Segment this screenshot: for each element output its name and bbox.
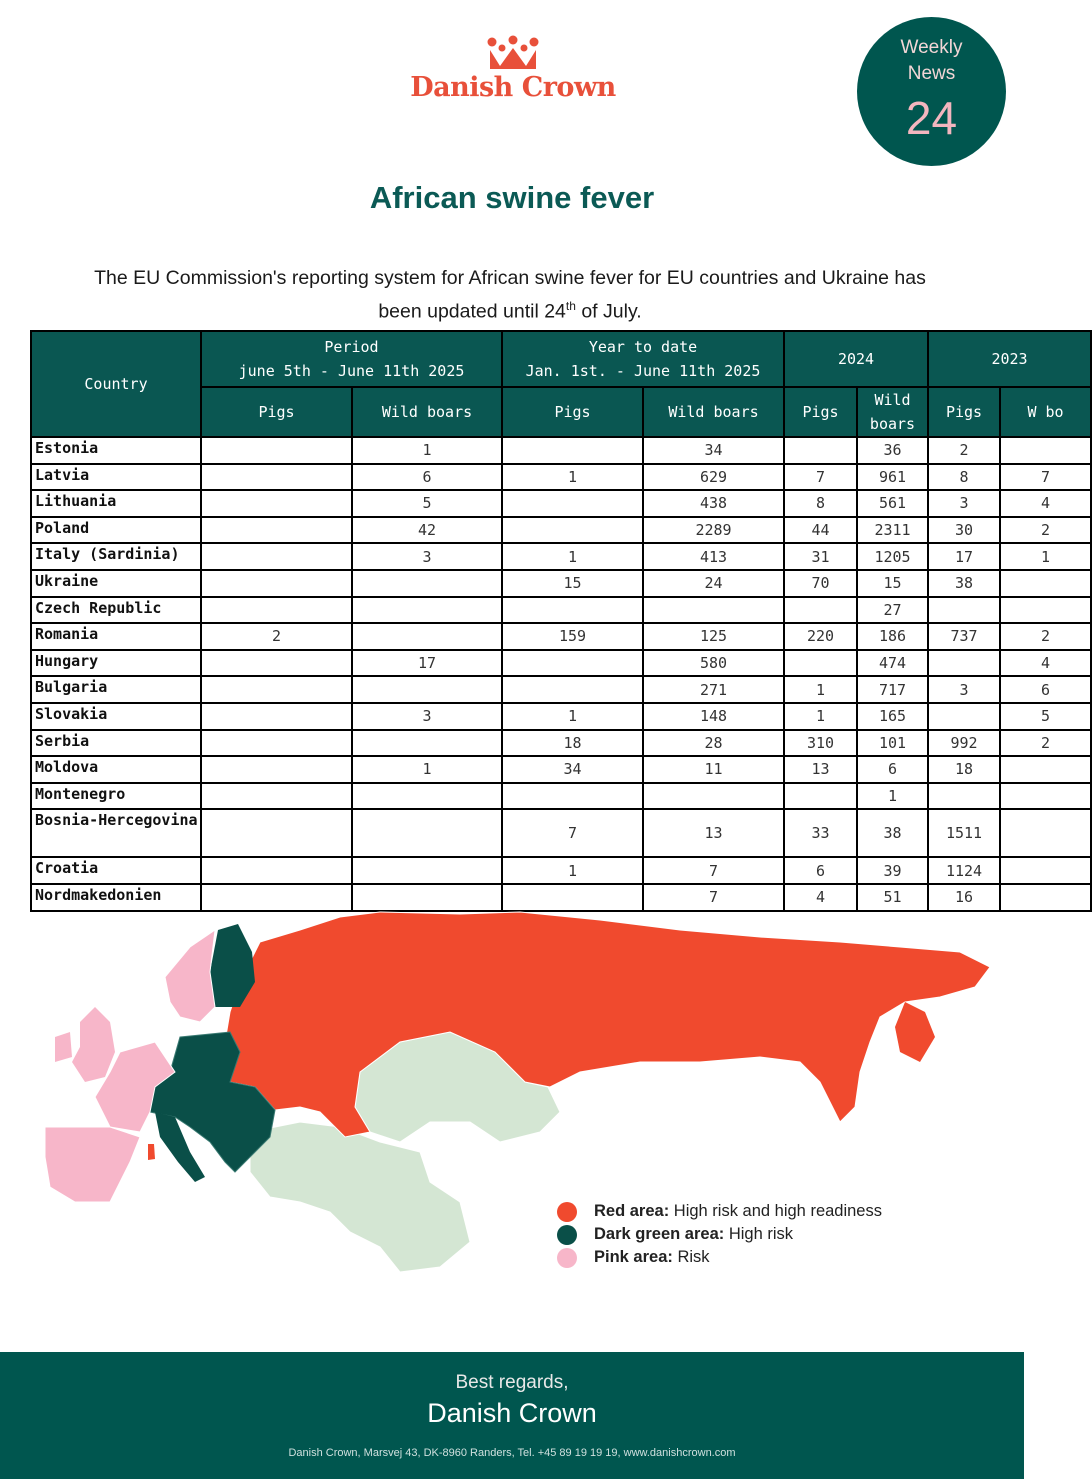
cell-wild-boars-2024: 38 xyxy=(857,809,928,857)
cell-ytd-wild-boars: 148 xyxy=(643,703,784,730)
cell-wild-boars-2024: 36 xyxy=(857,437,928,464)
weekly-news-badge xyxy=(857,17,1006,166)
cell-ytd-pigs xyxy=(502,437,643,464)
cell-pigs-2023: 1124 xyxy=(928,857,1000,884)
cell-country: Croatia xyxy=(31,857,201,884)
cell-pigs-2023: 992 xyxy=(928,730,1000,757)
header-period xyxy=(201,331,502,387)
cell-ytd-wild-boars: 2289 xyxy=(643,517,784,544)
cell-ytd-wild-boars: 271 xyxy=(643,676,784,703)
header-period-range: june 5th - June 11th 2025 xyxy=(238,362,465,380)
cell-ytd-pigs: 18 xyxy=(502,730,643,757)
table-row xyxy=(31,570,1091,597)
cell-country: Latvia xyxy=(31,464,201,491)
cell-ytd-wild-boars: 13 xyxy=(643,809,784,857)
cell-pigs-2024 xyxy=(784,783,857,810)
legend-dot-red xyxy=(557,1202,577,1222)
legend-dot-pink xyxy=(557,1248,577,1268)
cell-period-pigs xyxy=(201,676,352,703)
cell-pigs-2024 xyxy=(784,650,857,677)
table-row xyxy=(31,783,1091,810)
cell-ytd-wild-boars: 629 xyxy=(643,464,784,491)
cell-ytd-pigs xyxy=(502,783,643,810)
header-2024-wild-boars: Wild boars xyxy=(857,387,928,437)
cell-ytd-pigs xyxy=(502,884,643,911)
header-ytd-wild-boars: Wild boars xyxy=(643,387,784,437)
cell-period-wild-boars xyxy=(352,857,502,884)
cell-pigs-2024 xyxy=(784,597,857,624)
footer-greeting: Best regards, xyxy=(455,1372,569,1393)
cell-period-pigs xyxy=(201,490,352,517)
cell-pigs-2024: 4 xyxy=(784,884,857,911)
cell-ytd-pigs: 159 xyxy=(502,623,643,650)
cell-period-wild-boars: 1 xyxy=(352,756,502,783)
table-row xyxy=(31,703,1091,730)
cell-period-wild-boars: 5 xyxy=(352,490,502,517)
map-region-red-sardinia xyxy=(148,1144,155,1160)
cell-period-wild-boars xyxy=(352,730,502,757)
legend-dark-green-label: High risk xyxy=(724,1225,794,1243)
table-row xyxy=(31,676,1091,703)
map-region-pink-uk xyxy=(72,1007,115,1082)
cell-wild-boars-2024: 15 xyxy=(857,570,928,597)
cell-wild-boars-2023: 4 xyxy=(1000,490,1091,517)
table-row xyxy=(31,884,1091,911)
table-row xyxy=(31,543,1091,570)
cell-wild-boars-2023: 5 xyxy=(1000,703,1091,730)
cell-period-wild-boars: 17 xyxy=(352,650,502,677)
crown-icon xyxy=(486,36,540,70)
cell-wild-boars-2023 xyxy=(1000,857,1091,884)
cell-wild-boars-2023 xyxy=(1000,809,1091,857)
cell-pigs-2023: 8 xyxy=(928,464,1000,491)
cell-ytd-pigs xyxy=(502,650,643,677)
cell-wild-boars-2024: 51 xyxy=(857,884,928,911)
cell-country: Moldova xyxy=(31,756,201,783)
header-ytd-range: Jan. 1st. - June 11th 2025 xyxy=(525,362,761,380)
cell-period-pigs xyxy=(201,517,352,544)
cell-country: Montenegro xyxy=(31,783,201,810)
map-region-pink-scandinavia xyxy=(165,930,215,1022)
cell-wild-boars-2024: 561 xyxy=(857,490,928,517)
cell-wild-boars-2024: 1205 xyxy=(857,543,928,570)
cell-ytd-wild-boars: 125 xyxy=(643,623,784,650)
cell-wild-boars-2024: 717 xyxy=(857,676,928,703)
cell-pigs-2024: 31 xyxy=(784,543,857,570)
cell-wild-boars-2023: 2 xyxy=(1000,623,1091,650)
legend-item-red xyxy=(557,1200,882,1223)
brand-name: Danish Crown xyxy=(410,72,616,103)
cell-country: Nordmakedonien xyxy=(31,884,201,911)
cell-period-wild-boars: 42 xyxy=(352,517,502,544)
map-region-pink-ireland xyxy=(55,1032,72,1062)
cell-period-wild-boars xyxy=(352,809,502,857)
cell-ytd-pigs: 15 xyxy=(502,570,643,597)
cell-country: Bulgaria xyxy=(31,676,201,703)
cell-pigs-2023: 2 xyxy=(928,437,1000,464)
table-row xyxy=(31,490,1091,517)
cell-country: Lithuania xyxy=(31,490,201,517)
table-row xyxy=(31,517,1091,544)
cell-ytd-wild-boars: 438 xyxy=(643,490,784,517)
cell-ytd-wild-boars: 28 xyxy=(643,730,784,757)
cell-period-pigs xyxy=(201,730,352,757)
table-row xyxy=(31,756,1091,783)
legend-item-pink xyxy=(557,1246,882,1269)
asf-table xyxy=(30,330,1092,912)
cell-pigs-2024: 1 xyxy=(784,676,857,703)
header-2023-wild-boars: W bo xyxy=(1000,387,1091,437)
cell-wild-boars-2024: 165 xyxy=(857,703,928,730)
cell-period-wild-boars: 3 xyxy=(352,543,502,570)
badge-number: 24 xyxy=(905,92,958,144)
table-row xyxy=(31,730,1091,757)
legend-pink-title: Pink area: xyxy=(594,1248,673,1266)
cell-pigs-2023: 16 xyxy=(928,884,1000,911)
map-legend xyxy=(557,1200,882,1269)
cell-ytd-wild-boars: 34 xyxy=(643,437,784,464)
cell-country: Italy (Sardinia) xyxy=(31,543,201,570)
table-row xyxy=(31,623,1091,650)
cell-country: Hungary xyxy=(31,650,201,677)
cell-country: Poland xyxy=(31,517,201,544)
cell-wild-boars-2024: 6 xyxy=(857,756,928,783)
header-2024: 2024 xyxy=(784,331,928,387)
legend-item-dark-green xyxy=(557,1223,882,1246)
cell-ytd-pigs xyxy=(502,676,643,703)
cell-wild-boars-2024: 1 xyxy=(857,783,928,810)
cell-ytd-pigs: 7 xyxy=(502,809,643,857)
cell-period-pigs xyxy=(201,884,352,911)
cell-pigs-2024 xyxy=(784,437,857,464)
cell-pigs-2024: 70 xyxy=(784,570,857,597)
footer-address: Danish Crown, Marsvej 43, DK-8960 Randers, Tel. +45 89 19 19 19, www.danishcrown.com xyxy=(288,1447,736,1459)
cell-period-wild-boars: 6 xyxy=(352,464,502,491)
cell-country: Estonia xyxy=(31,437,201,464)
cell-pigs-2023 xyxy=(928,783,1000,810)
cell-country: Bosnia-Hercegovina xyxy=(31,809,201,857)
cell-period-wild-boars: 1 xyxy=(352,437,502,464)
cell-wild-boars-2023: 1 xyxy=(1000,543,1091,570)
cell-pigs-2023: 38 xyxy=(928,570,1000,597)
cell-wild-boars-2023: 2 xyxy=(1000,517,1091,544)
map-region-pink-iberia xyxy=(45,1127,140,1202)
cell-wild-boars-2023 xyxy=(1000,437,1091,464)
cell-pigs-2023: 3 xyxy=(928,490,1000,517)
cell-pigs-2023: 3 xyxy=(928,676,1000,703)
cell-period-wild-boars: 3 xyxy=(352,703,502,730)
cell-pigs-2023: 30 xyxy=(928,517,1000,544)
cell-pigs-2023 xyxy=(928,703,1000,730)
map-region-red-kamchatka xyxy=(895,1002,935,1062)
cell-country: Czech Republic xyxy=(31,597,201,624)
cell-wild-boars-2024: 27 xyxy=(857,597,928,624)
cell-wild-boars-2023 xyxy=(1000,884,1091,911)
cell-pigs-2024: 310 xyxy=(784,730,857,757)
page-footer xyxy=(0,1352,1024,1479)
cell-period-pigs: 2 xyxy=(201,623,352,650)
map-region-red-russia xyxy=(215,912,990,1137)
cell-period-pigs xyxy=(201,783,352,810)
cell-pigs-2024: 8 xyxy=(784,490,857,517)
cell-pigs-2024: 13 xyxy=(784,756,857,783)
cell-ytd-pigs: 1 xyxy=(502,857,643,884)
cell-country: Romania xyxy=(31,623,201,650)
cell-ytd-pigs xyxy=(502,490,643,517)
cell-period-pigs xyxy=(201,756,352,783)
badge-line-2: News xyxy=(907,63,956,84)
cell-wild-boars-2024: 39 xyxy=(857,857,928,884)
cell-pigs-2023: 1511 xyxy=(928,809,1000,857)
cell-pigs-2024: 220 xyxy=(784,623,857,650)
header-period-title: Period xyxy=(324,338,379,356)
cell-pigs-2024: 44 xyxy=(784,517,857,544)
cell-country: Slovakia xyxy=(31,703,201,730)
cell-pigs-2023 xyxy=(928,597,1000,624)
table-row xyxy=(31,650,1091,677)
cell-period-pigs xyxy=(201,650,352,677)
header-2023: 2023 xyxy=(928,331,1091,387)
legend-red-label: High risk and high readiness xyxy=(669,1202,882,1220)
cell-wild-boars-2023: 2 xyxy=(1000,730,1091,757)
cell-wild-boars-2024: 474 xyxy=(857,650,928,677)
cell-ytd-pigs: 1 xyxy=(502,703,643,730)
legend-pink-label: Risk xyxy=(672,1248,710,1266)
table-row xyxy=(31,597,1091,624)
cell-period-pigs xyxy=(201,464,352,491)
header-ytd-title: Year to date xyxy=(588,338,698,356)
map-region-light-green-south xyxy=(250,1122,470,1272)
header-country: Country xyxy=(31,331,201,437)
cell-period-pigs xyxy=(201,543,352,570)
cell-ytd-wild-boars: 580 xyxy=(643,650,784,677)
header-ytd-pigs: Pigs xyxy=(502,387,643,437)
cell-ytd-wild-boars: 7 xyxy=(643,857,784,884)
intro-superscript: th xyxy=(565,299,576,313)
cell-ytd-wild-boars: 413 xyxy=(643,543,784,570)
cell-period-pigs xyxy=(201,437,352,464)
legend-dot-dark-green xyxy=(557,1225,577,1245)
intro-text xyxy=(70,264,950,326)
cell-pigs-2023: 737 xyxy=(928,623,1000,650)
cell-period-wild-boars xyxy=(352,676,502,703)
cell-pigs-2024: 1 xyxy=(784,703,857,730)
cell-period-pigs xyxy=(201,857,352,884)
cell-ytd-pigs: 1 xyxy=(502,464,643,491)
cell-wild-boars-2024: 2311 xyxy=(857,517,928,544)
cell-ytd-wild-boars: 11 xyxy=(643,756,784,783)
cell-ytd-pigs xyxy=(502,597,643,624)
cell-wild-boars-2023 xyxy=(1000,783,1091,810)
badge-line-1: Weekly xyxy=(900,37,963,58)
cell-period-pigs xyxy=(201,570,352,597)
table-row xyxy=(31,809,1091,857)
asf-table-body xyxy=(31,437,1091,911)
cell-pigs-2023: 17 xyxy=(928,543,1000,570)
cell-pigs-2024: 6 xyxy=(784,857,857,884)
cell-period-wild-boars xyxy=(352,623,502,650)
cell-ytd-pigs xyxy=(502,517,643,544)
footer-company: Danish Crown xyxy=(427,1398,597,1428)
cell-period-wild-boars xyxy=(352,597,502,624)
cell-ytd-wild-boars xyxy=(643,597,784,624)
cell-ytd-wild-boars: 24 xyxy=(643,570,784,597)
table-row xyxy=(31,437,1091,464)
cell-country: Serbia xyxy=(31,730,201,757)
cell-wild-boars-2023 xyxy=(1000,597,1091,624)
header-2024-pigs: Pigs xyxy=(784,387,857,437)
cell-pigs-2023: 18 xyxy=(928,756,1000,783)
cell-ytd-wild-boars xyxy=(643,783,784,810)
intro-text-end: of July. xyxy=(575,300,642,323)
cell-wild-boars-2024: 961 xyxy=(857,464,928,491)
header-period-wild-boars: Wild boars xyxy=(352,387,502,437)
cell-wild-boars-2023: 4 xyxy=(1000,650,1091,677)
legend-red-title: Red area: xyxy=(594,1202,670,1220)
cell-period-pigs xyxy=(201,703,352,730)
cell-ytd-pigs: 34 xyxy=(502,756,643,783)
legend-dark-green-title: Dark green area: xyxy=(594,1225,725,1243)
cell-pigs-2023 xyxy=(928,650,1000,677)
intro-text-main: The EU Commission's reporting system for African swine fever for EU countries and Ukraine has been updated until 24 xyxy=(94,267,926,323)
cell-period-wild-boars xyxy=(352,783,502,810)
cell-wild-boars-2023: 6 xyxy=(1000,676,1091,703)
cell-period-pigs xyxy=(201,597,352,624)
cell-wild-boars-2024: 186 xyxy=(857,623,928,650)
cell-period-wild-boars xyxy=(352,570,502,597)
cell-ytd-wild-boars: 7 xyxy=(643,884,784,911)
header-period-pigs: Pigs xyxy=(201,387,352,437)
header-ytd xyxy=(502,331,784,387)
table-row xyxy=(31,464,1091,491)
cell-period-wild-boars xyxy=(352,884,502,911)
cell-wild-boars-2023 xyxy=(1000,570,1091,597)
cell-ytd-pigs: 1 xyxy=(502,543,643,570)
brand-logo xyxy=(410,36,616,116)
cell-pigs-2024: 7 xyxy=(784,464,857,491)
cell-wild-boars-2023: 7 xyxy=(1000,464,1091,491)
cell-wild-boars-2023 xyxy=(1000,756,1091,783)
header-2023-pigs: Pigs xyxy=(928,387,1000,437)
cell-wild-boars-2024: 101 xyxy=(857,730,928,757)
cell-pigs-2024: 33 xyxy=(784,809,857,857)
page-title: African swine fever xyxy=(369,180,655,215)
cell-period-pigs xyxy=(201,809,352,857)
table-row xyxy=(31,857,1091,884)
cell-country: Ukraine xyxy=(31,570,201,597)
